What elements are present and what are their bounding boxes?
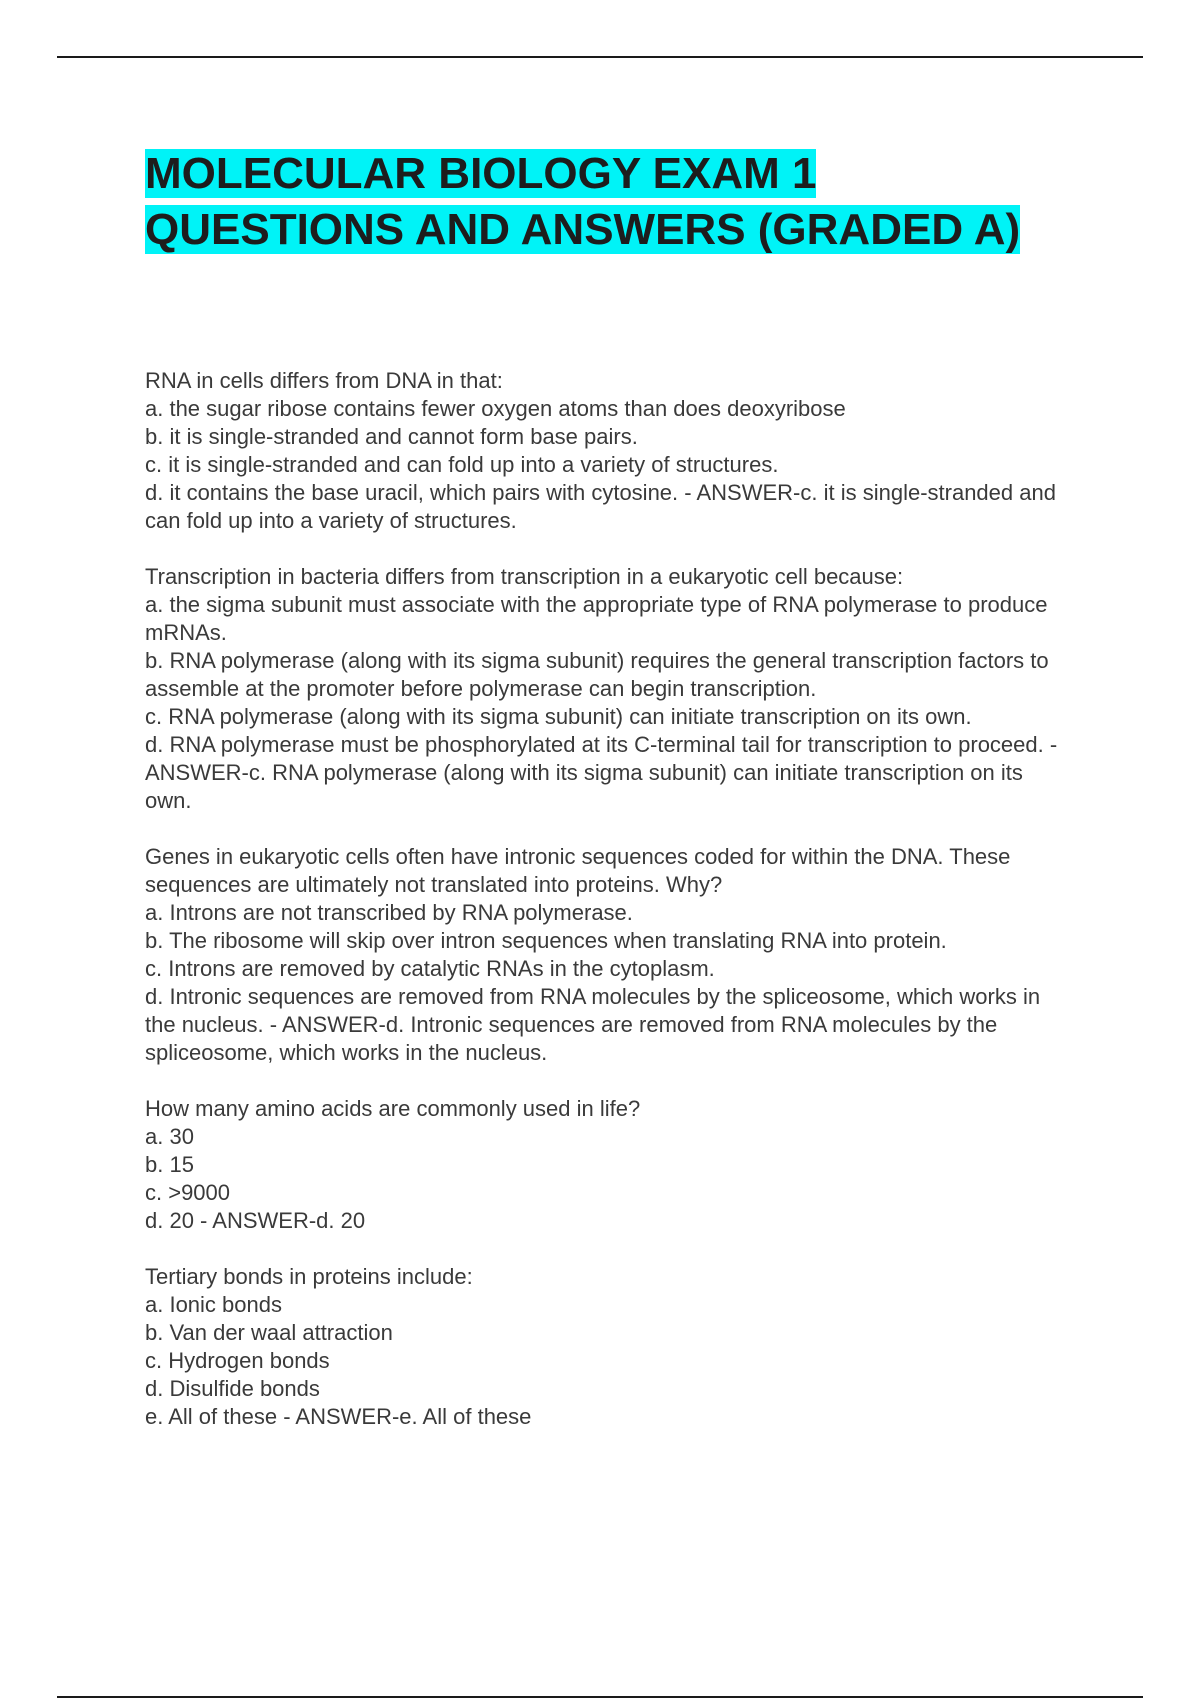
answer-option: c. >9000	[145, 1180, 231, 1205]
answer-option: a. the sugar ribose contains fewer oxygen atoms than does deoxyribose	[145, 396, 846, 421]
question-block-4	[145, 1095, 1065, 1235]
answer-option: c. RNA polymerase (along with its sigma subunit) can initiate transcription on its own.	[145, 704, 972, 729]
answer-option: a. Introns are not transcribed by RNA polymerase.	[145, 900, 633, 925]
answer-option: b. Van der waal attraction	[145, 1320, 393, 1345]
answer-option: d. 20 - ANSWER-d. 20	[145, 1208, 366, 1233]
top-rule	[57, 56, 1143, 58]
answer-option: b. RNA polymerase (along with its sigma subunit) requires the general transcription factors to assemble at the promoter before polymerase can begin transcription.	[145, 648, 1049, 701]
question-block-2	[145, 563, 1065, 815]
question-block-5	[145, 1263, 1065, 1431]
answer-option: d. Disulfide bonds	[145, 1376, 320, 1401]
document-title-highlight: MOLECULAR BIOLOGY EXAM 1 QUESTIONS AND ANSWERS (GRADED A)	[145, 149, 1021, 254]
question-text: Genes in eukaryotic cells often have intronic sequences coded for within the DNA. These sequences are ultimately not translated into proteins. Why?	[145, 844, 1011, 897]
bottom-rule	[57, 1696, 1143, 1698]
answer-option: c. Hydrogen bonds	[145, 1348, 330, 1373]
answer-option: d. Intronic sequences are removed from RNA molecules by the spliceosome, which works in the nucleus. - ANSWER-d. Intronic sequences are removed from RNA molecules by the spliceosome, which works in the nucleus.	[145, 984, 1041, 1065]
question-text: Tertiary bonds in proteins include:	[145, 1264, 473, 1289]
answer-option: d. RNA polymerase must be phosphorylated at its C-terminal tail for transcription to proceed. - ANSWER-c. RNA polymerase (along with its sigma subunit) can initiate transcription on its own.	[145, 732, 1058, 813]
question-block-1	[145, 367, 1065, 535]
qa-list	[145, 367, 1065, 1459]
document-title	[145, 146, 1075, 258]
answer-option: d. it contains the base uracil, which pairs with cytosine. - ANSWER-c. it is single-stranded and can fold up into a variety of structures.	[145, 480, 1056, 533]
answer-option: e. All of these - ANSWER-e. All of these	[145, 1404, 532, 1429]
question-text: How many amino acids are commonly used in life?	[145, 1096, 641, 1121]
question-block-3	[145, 843, 1065, 1067]
answer-option: c. Introns are removed by catalytic RNAs in the cytoplasm.	[145, 956, 715, 981]
question-text: RNA in cells differs from DNA in that:	[145, 368, 503, 393]
answer-option: b. 15	[145, 1152, 194, 1177]
answer-option: a. the sigma subunit must associate with the appropriate type of RNA polymerase to produce mRNAs.	[145, 592, 1048, 645]
answer-option: c. it is single-stranded and can fold up into a variety of structures.	[145, 452, 779, 477]
answer-option: a. 30	[145, 1124, 194, 1149]
answer-option: b. The ribosome will skip over intron sequences when translating RNA into protein.	[145, 928, 947, 953]
answer-option: b. it is single-stranded and cannot form base pairs.	[145, 424, 638, 449]
question-text: Transcription in bacteria differs from transcription in a eukaryotic cell because:	[145, 564, 904, 589]
answer-option: a. Ionic bonds	[145, 1292, 282, 1317]
